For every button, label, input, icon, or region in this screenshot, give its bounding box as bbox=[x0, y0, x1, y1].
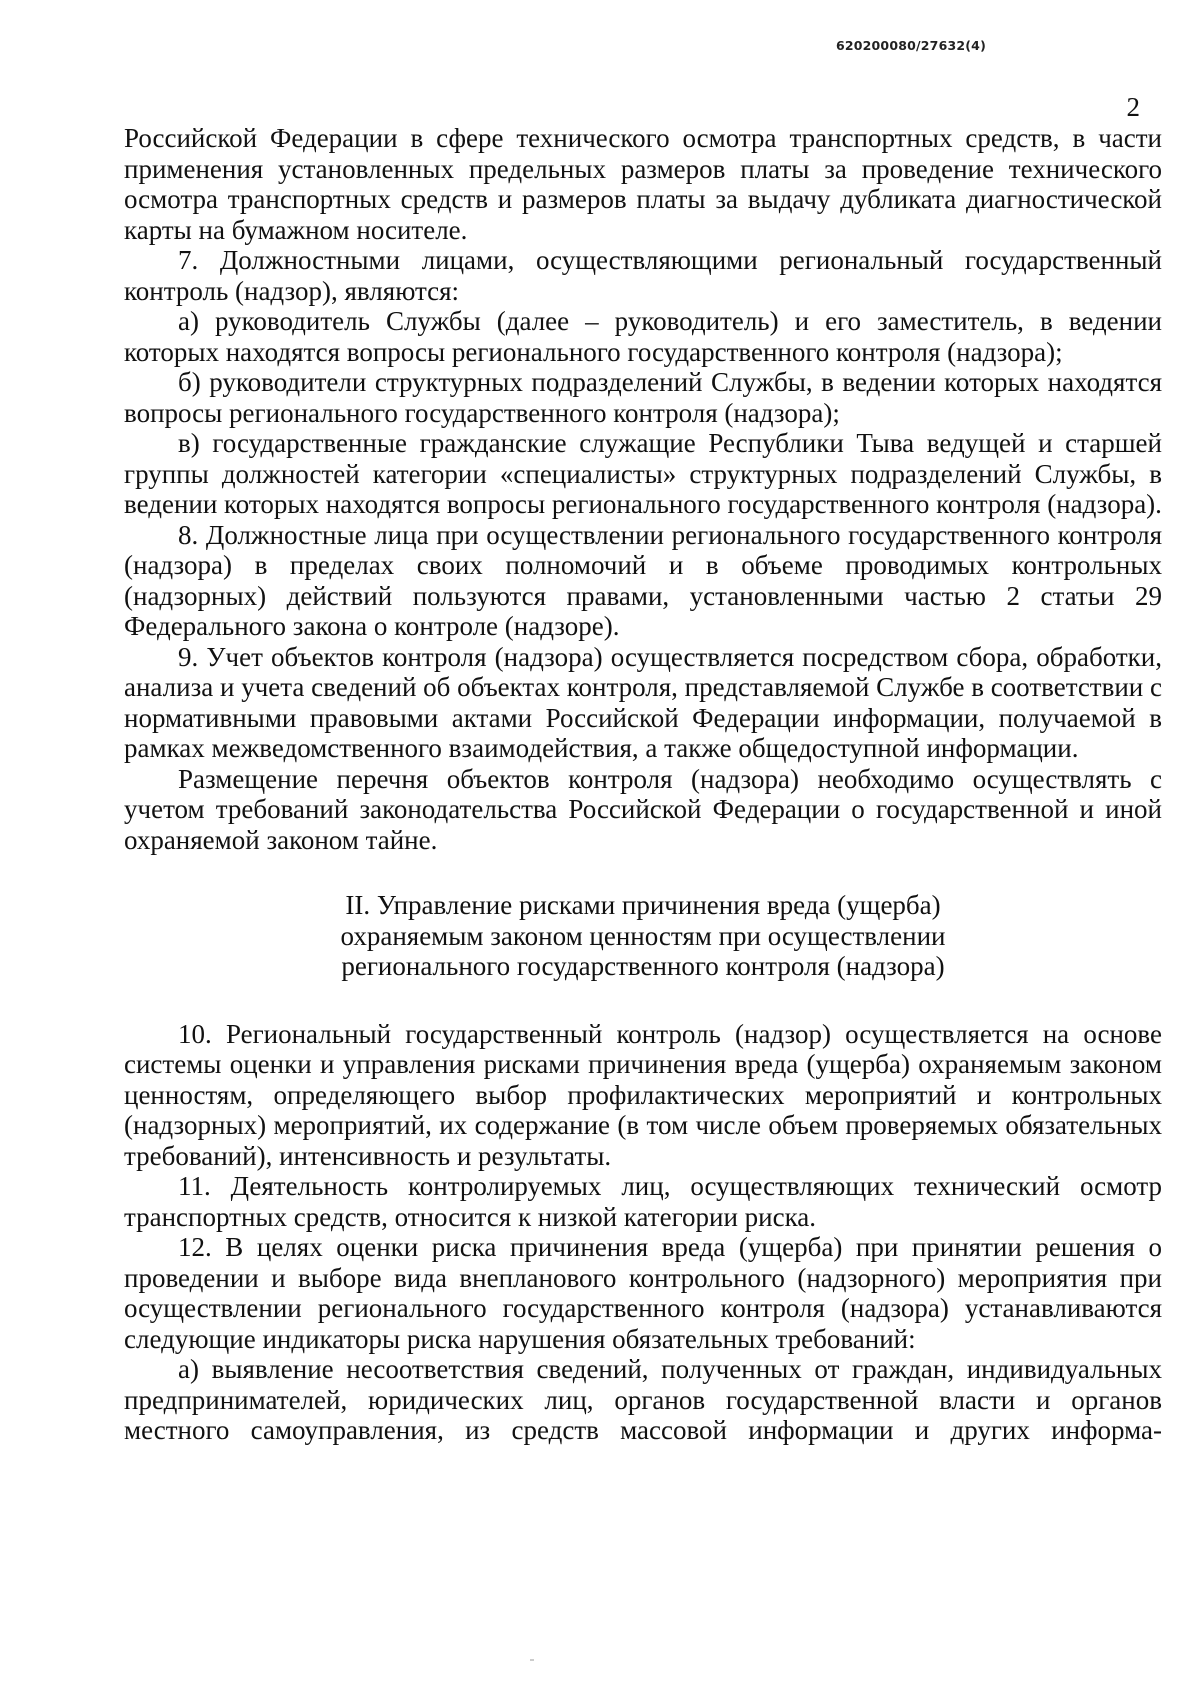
paragraph-12a: а) выявление несоответствия сведений, полученных от граждан, индивидуальных предпринимателей, юридических лиц, органов государственной власти и органов местного самоуправления, из средств массовой информации и других информа- bbox=[124, 1354, 1162, 1445]
section-heading-line-1: II. Управление рисками причинения вреда (ущерба) bbox=[345, 890, 941, 920]
paragraph-10: 10. Региональный государственный контроль (надзор) осуществляется на основе системы оценки и управления рисками причинения вреда (ущерба) охраняемым законом ценностям, определяющего выбор профилактических мероприятий и контрольных (надзорных) мероприятий, их содержание (в том числе объем проверяемых обязательных требований), интенсивность и результаты. bbox=[124, 1018, 1162, 1171]
scan-mark bbox=[530, 1659, 534, 1661]
paragraph-8: 8. Должностные лица при осуществлении регионального государственного контроля (надзора) в пределах своих полномочий и в объеме проводимых контрольных (надзорных) действий пользуются правами, установленными частью 2 статьи 29 Федерального закона о контроле (надзоре). bbox=[124, 519, 1162, 641]
paragraph-7: 7. Должностными лицами, осуществляющими региональный государственный контроль (надзор), являются: bbox=[124, 245, 1162, 306]
paragraph-7v: в) государственные гражданские служащие Республики Тыва ведущей и старшей группы должностей категории «специалисты» структурных подразделений Службы, в ведении которых находятся вопросы регионального государственного контроля (надзора). bbox=[124, 428, 1162, 519]
paragraph-9-placement: Размещение перечня объектов контроля (надзора) необходимо осуществлять с учетом требований законодательства Российской Федерации о государственной и иной охраняемой законом тайне. bbox=[124, 763, 1162, 855]
section-heading-line-2: охраняемым законом ценностям при осуществлении bbox=[340, 920, 946, 951]
paragraph-7a: а) руководитель Службы (далее – руководитель) и его заместитель, в ведении которых находятся вопросы регионального государственного контроля (надзора); bbox=[124, 306, 1162, 367]
paragraph-12: 12. В целях оценки риска причинения вреда (ущерба) при принятии решения о проведении и выборе вида внепланового контрольного (надзорного) мероприятия при осуществлении регионального государственного контроля (надзора) устанавливаются следующие индикаторы риска нарушения обязательных требований: bbox=[124, 1232, 1162, 1354]
paragraph-11: 11. Деятельность контролируемых лиц, осуществляющих технический осмотр транспортных средств, относится к низкой категории риска. bbox=[124, 1171, 1162, 1232]
section-heading bbox=[124, 890, 1162, 982]
section-heading-line-3: регионального государственного контроля (надзора) bbox=[341, 951, 945, 981]
paragraph-7b: б) руководители структурных подразделений Службы, в ведении которых находятся вопросы регионального государственного контроля (надзора); bbox=[124, 367, 1162, 428]
document-id: 620200080/27632(4) bbox=[835, 38, 986, 53]
page-number: 2 bbox=[1126, 92, 1140, 122]
document-body bbox=[124, 123, 1162, 1446]
paragraph-intro-continuation: Российской Федерации в сфере технического осмотра транспортных средств, в части применения установленных предельных размеров платы за проведение технического осмотра транспортных средств и размеров платы за выдачу дубликата диагностической карты на бумажном носителе. bbox=[124, 123, 1162, 245]
paragraph-9: 9. Учет объектов контроля (надзора) осуществляется посредством сбора, обработки, анализа и учета сведений об объектах контроля, представляемой Службе в соответствии с нормативными правовыми актами Российской Федерации информации, получаемой в рамках межведомственного взаимодействия, а также общедоступной информации. bbox=[124, 641, 1162, 763]
